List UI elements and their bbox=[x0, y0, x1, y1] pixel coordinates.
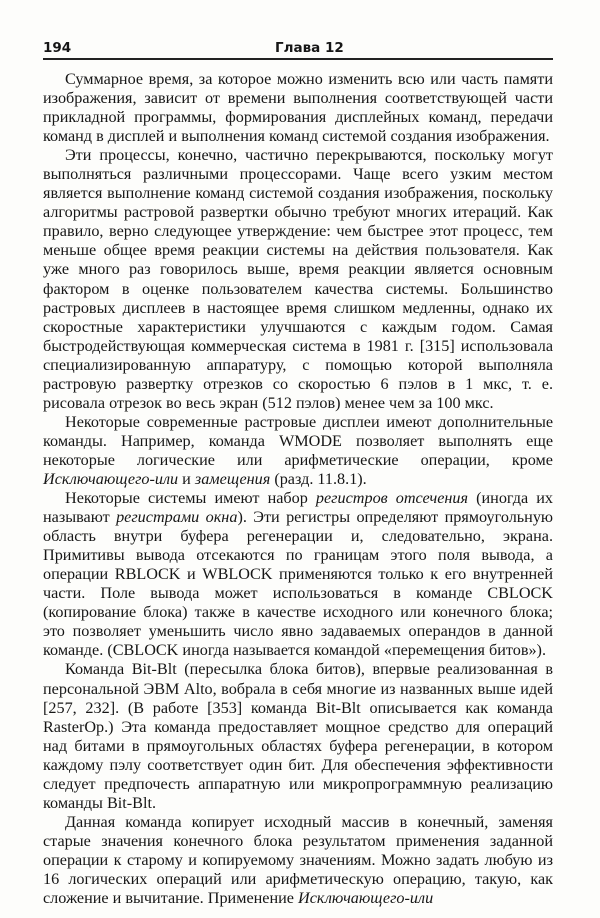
body-text bbox=[43, 70, 553, 908]
paragraph-text: Некоторые системы имеют набор bbox=[65, 489, 316, 508]
italic-term: регистрами окна bbox=[116, 508, 238, 527]
paragraph-text: Суммарное время, за которое можно изменить всю или часть памяти изображения, зависит от времени выполнения соответствующей части прикладной программы, формирования дисплейных команд, передачи команд в дисплей и выполнения команд системой создания изображения. bbox=[43, 70, 553, 146]
paragraph-text: Некоторые современные растровые дисплеи имеют дополнительные команды. Например, команда WMODE позволяет выполнять еще некоторые логические или арифметические операции, кроме bbox=[43, 412, 553, 469]
italic-term: Исключающего-или bbox=[298, 889, 434, 908]
paragraph-text: и bbox=[178, 469, 195, 488]
running-header bbox=[43, 38, 553, 60]
paragraph-text: Данная команда копирует исходный массив в конечный, заменяя старые значения конечного блока результатом применения заданной операции к старому и копируемому значениям. Можно задать любую из 16 логических операций или арифметическую операцию, такую, как сложение и вычитание. Применение bbox=[43, 812, 553, 908]
paragraph-text: ). Эти регистры определяют прямоугольную область внутри буфера регенерации и, следовательно, экрана. Примитивы вывода отсекаются по границам этого поля вывода, а операции RBLOCK и WBLOCK применяются только к его внутренней части. Поле вывода может использоваться в команде CBLOCK (копирование блока) также в качестве исходного или конечного блока; это позволяет уменьшить число явно задаваемых операндов в данной команде. (CBLOCK иногда называется командой «перемещения битов»). bbox=[43, 508, 554, 660]
chapter-title: Глава 12 bbox=[275, 40, 344, 56]
paragraph-1 bbox=[43, 70, 553, 146]
paragraph-text: (разд. 11.8.1). bbox=[270, 469, 367, 488]
paragraph-4 bbox=[43, 489, 553, 660]
italic-term: регистров отсечения bbox=[315, 489, 469, 508]
paragraph-6 bbox=[43, 813, 553, 908]
paragraph-text: Команда Bit-Blt (пересылка блока битов), впервые реализованная в персональной ЭВМ Alto, вобрала в себя многие из названных выше идей [257, 232]. (В работе [353] команда Bit-Blt описывается как команда RasterOp.) Эта команда предоставляет мощное средство для операций над битами в прямоугольных областях буфера регенерации, в котором каждому пэлу соответствует один бит. Для обеспечения эффективности следует предпочесть аппаратную или микропрограммную реализацию команды Bit-Blt. bbox=[43, 660, 553, 812]
paragraph-text: (иногда их называют bbox=[43, 489, 554, 527]
paragraph-2 bbox=[43, 146, 553, 413]
paragraph-3 bbox=[43, 413, 553, 489]
paragraph-5 bbox=[43, 660, 553, 812]
paragraph-text: Эти процессы, конечно, частично перекрываются, поскольку могут выполняться различными процессорами. Чаще всего узким местом является выполнение команд системой создания изображения, поскольку алгоритмы растровой развертки обычно требуют многих итераций. Как правило, верно следующее утверждение: чем быстрее этот процесс, тем меньше общее время реакции системы на действия пользователя. Как уже много раз говорилось выше, время реакции является основным фактором в оценке пользователем качества системы. Большинство растровых дисплеев в настоящее время слишком медленны, однако их скоростные характеристики улучшаются с каждым годом. Самая быстродействующая коммерческая система в 1981 г. [315] использовала специализированную аппаратуру, с помощью которой выполняла растровую развертку отрезков со скоростью 6 пэлов в 1 мкс, т. е. рисовала отрезок во весь экран (512 пэлов) менее чем за 100 мкс. bbox=[43, 146, 553, 412]
page-number: 194 bbox=[43, 40, 72, 56]
header-rule bbox=[43, 58, 553, 60]
italic-term: Исключающего-или bbox=[43, 469, 179, 488]
italic-term: замещения bbox=[194, 469, 271, 488]
